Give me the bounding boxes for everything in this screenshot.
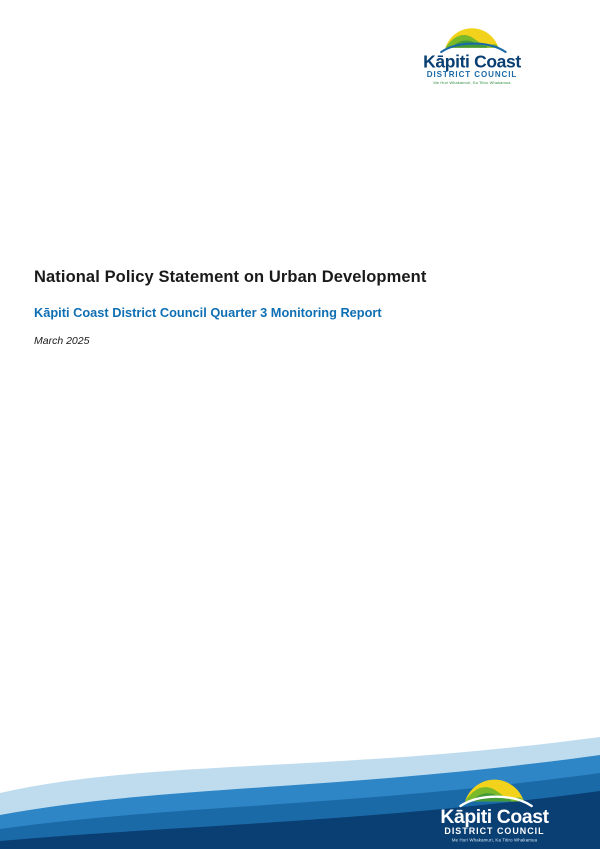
svg-text:DISTRICT COUNCIL: DISTRICT COUNCIL: [426, 70, 518, 80]
document-date: March 2025: [34, 334, 90, 347]
svg-text:Kāpiti Coast: Kāpiti Coast: [440, 806, 549, 829]
svg-text:Kāpiti Coast: Kāpiti Coast: [423, 51, 521, 72]
kapiti-coast-council-logo-icon: [417, 775, 572, 841]
svg-text:DISTRICT COUNCIL: DISTRICT COUNCIL: [444, 825, 545, 836]
footer-logo: [417, 775, 572, 841]
page-title: National Policy Statement on Urban Development: [34, 268, 427, 286]
title-block: [34, 268, 554, 347]
svg-text:Me Huri Whakamuri, Ka Titiro W: Me Huri Whakamuri, Ka Titiro Whakamua: [451, 837, 538, 843]
header-logo: [402, 24, 542, 86]
page-subtitle: Kāpiti Coast District Council Quarter 3 Monitoring Report: [34, 304, 382, 320]
kapiti-coast-council-logo-icon: [402, 24, 542, 86]
svg-text:Me Huri Whakamuri, Ka Titiro W: Me Huri Whakamuri, Ka Titiro Whakamua: [433, 80, 511, 86]
